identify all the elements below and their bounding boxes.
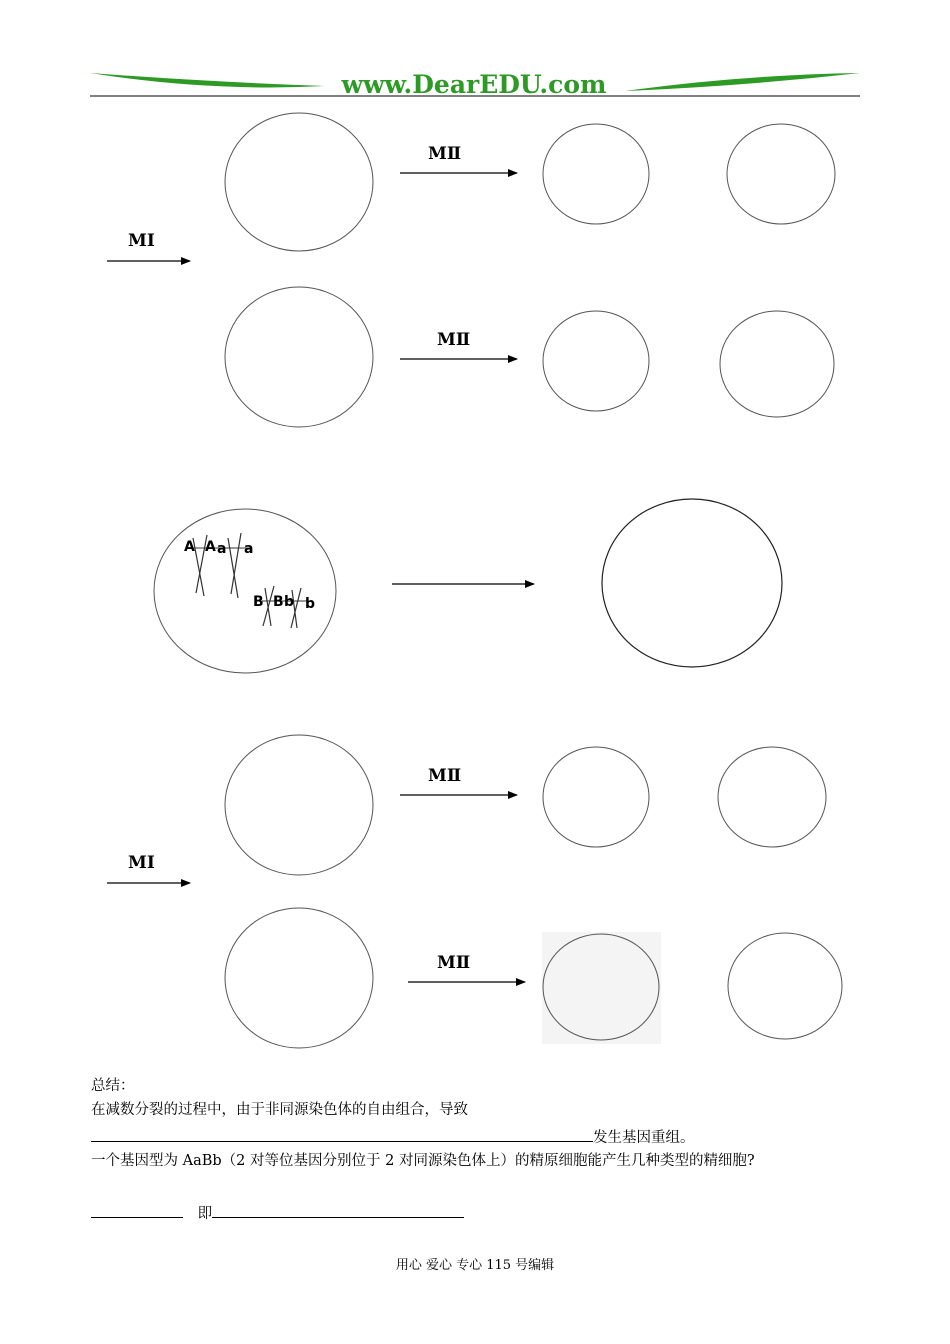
- primary-spermatocyte: [154, 509, 336, 673]
- section-3: [107, 735, 842, 1048]
- summary-heading: 总结：: [91, 1078, 135, 1094]
- gene-label: b: [284, 594, 295, 610]
- mii-label: MⅡ: [437, 953, 471, 973]
- mi-label: MⅠ: [128, 853, 155, 873]
- right-swoosh: [625, 73, 860, 91]
- summary-question: 一个基因型为 AaBb（2 对等位基因分别位于 2 对同源染色体上）的精原细胞能产生几种类型的精细胞?: [91, 1153, 755, 1169]
- sperm-cell: [718, 747, 826, 847]
- highlight-box: [542, 932, 661, 1044]
- sperm-cell: [728, 933, 842, 1039]
- secondary-cell: [225, 908, 373, 1048]
- secondary-cell: [225, 735, 373, 875]
- answer-line: [91, 1201, 851, 1224]
- left-swoosh: [90, 73, 325, 87]
- blank-line: [91, 1125, 593, 1142]
- mii-label: MⅡ: [428, 766, 462, 786]
- gene-label: B: [273, 594, 284, 610]
- section-1: [107, 113, 835, 427]
- sperm-cell: [727, 124, 835, 224]
- mi-label: MⅠ: [128, 231, 155, 251]
- answer-connector: 即: [197, 1206, 213, 1222]
- secondary-cell: [225, 113, 373, 251]
- chromosome-pair-1: [184, 533, 253, 598]
- header-logo: [90, 70, 860, 99]
- chromosome-pair-2: [253, 586, 315, 628]
- section-2: [154, 499, 782, 673]
- gene-label: A: [205, 539, 216, 555]
- mii-label: MⅡ: [428, 144, 462, 164]
- answer-blank-2: [212, 1201, 464, 1218]
- logo-text: www.DearEDU.com: [341, 70, 607, 99]
- dividing-cell: [602, 499, 782, 667]
- summary-line-1: 在减数分裂的过程中，由于非同源染色体的自由组合，导致: [91, 1102, 468, 1118]
- answer-blank-1: [91, 1201, 183, 1218]
- mii-label: MⅡ: [437, 330, 471, 350]
- gene-label: B: [253, 594, 264, 610]
- sperm-cell: [543, 124, 649, 224]
- sperm-cell: [543, 747, 649, 847]
- sperm-cell: [720, 311, 834, 417]
- sperm-cell: [543, 311, 649, 411]
- gene-label: a: [244, 541, 254, 557]
- secondary-cell: [225, 287, 373, 427]
- summary-line-2-suffix: 发生基因重组。: [593, 1130, 695, 1146]
- gene-label: a: [217, 541, 227, 557]
- gene-label: b: [305, 596, 316, 612]
- gene-label: A: [184, 539, 195, 555]
- summary-line-2: [91, 1125, 851, 1148]
- footer-text: 用心 爱心 专心 115 号编辑: [395, 1258, 555, 1273]
